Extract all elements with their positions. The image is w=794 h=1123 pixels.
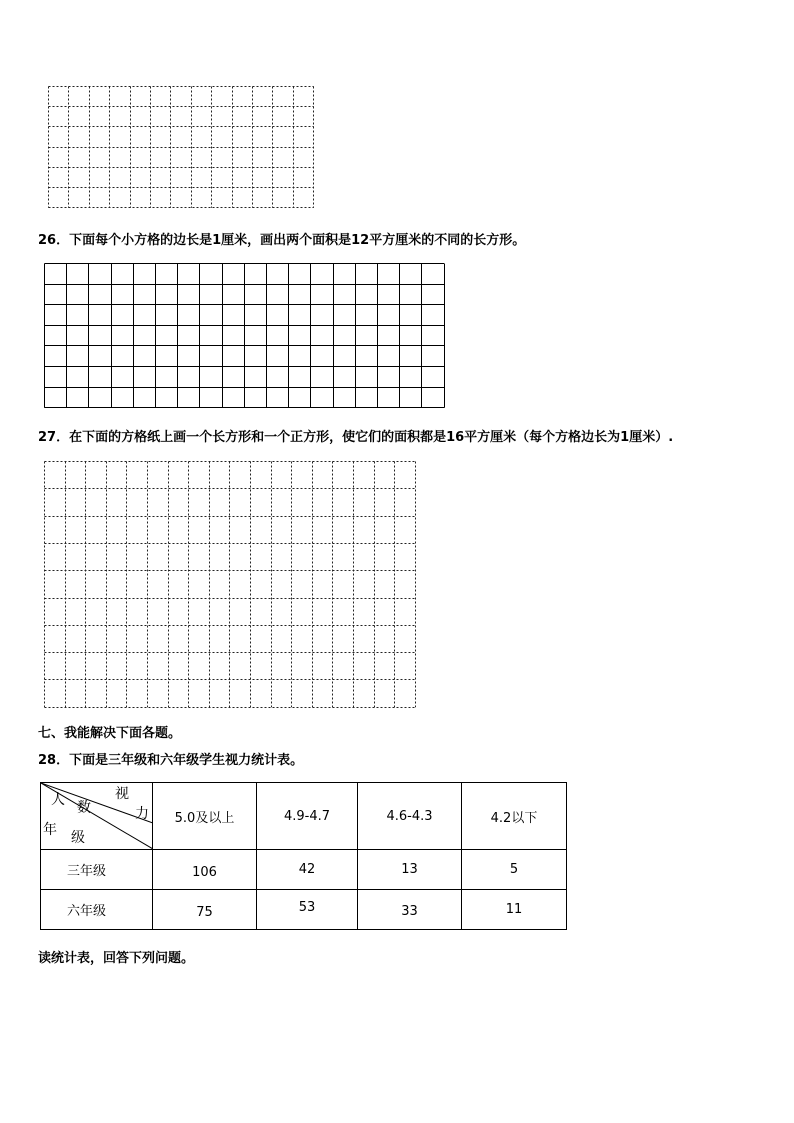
question-26: 26．下面每个小方格的边长是1厘米，画出两个面积是12平方厘米的不同的长方形。 [38,233,526,248]
table-header-row [41,783,567,850]
grid-paper-top[interactable] [48,86,315,210]
column-header: 4.2以下 [462,783,567,850]
row-label-grade-6: 六年级 [41,890,153,930]
table-cell: 11 [462,890,567,930]
grid-paper-question-27[interactable] [44,461,418,711]
column-header: 5.0及以上 [153,783,257,850]
corner-char-shu: 数 [77,800,91,816]
corner-char-nian: 年 [43,822,57,838]
corner-char-shi: 视 [115,786,129,802]
table-cell: 106 [153,850,257,890]
table-cell: 5 [462,850,567,890]
row-label-grade-3: 三年级 [41,850,153,890]
corner-char-li: 力 [135,806,149,822]
column-header: 4.6-4.3 [358,783,462,850]
table-cell: 33 [358,890,462,930]
table-row [41,850,567,890]
table-cell: 53 [257,890,358,930]
table-cell: 75 [153,890,257,930]
question-27: 27．在下面的方格纸上画一个长方形和一个正方形，使它们的面积都是16平方厘米（每个方格边长为1厘米）. [38,430,674,445]
column-header: 4.9-4.7 [257,783,358,850]
table-cell: 13 [358,850,462,890]
table-cell: 42 [257,850,358,890]
grid-paper-question-26[interactable] [44,263,448,409]
vision-statistics-table [40,782,567,930]
table-reading-prompt: 读统计表，回答下列问题。 [38,951,195,966]
section-7-title: 七、我能解决下面各题。 [38,726,182,741]
table-corner-header [41,783,153,850]
corner-char-ren: 人 [51,792,65,808]
table-row [41,890,567,930]
question-28: 28．下面是三年级和六年级学生视力统计表。 [38,753,304,768]
corner-char-ji: 级 [71,830,85,846]
